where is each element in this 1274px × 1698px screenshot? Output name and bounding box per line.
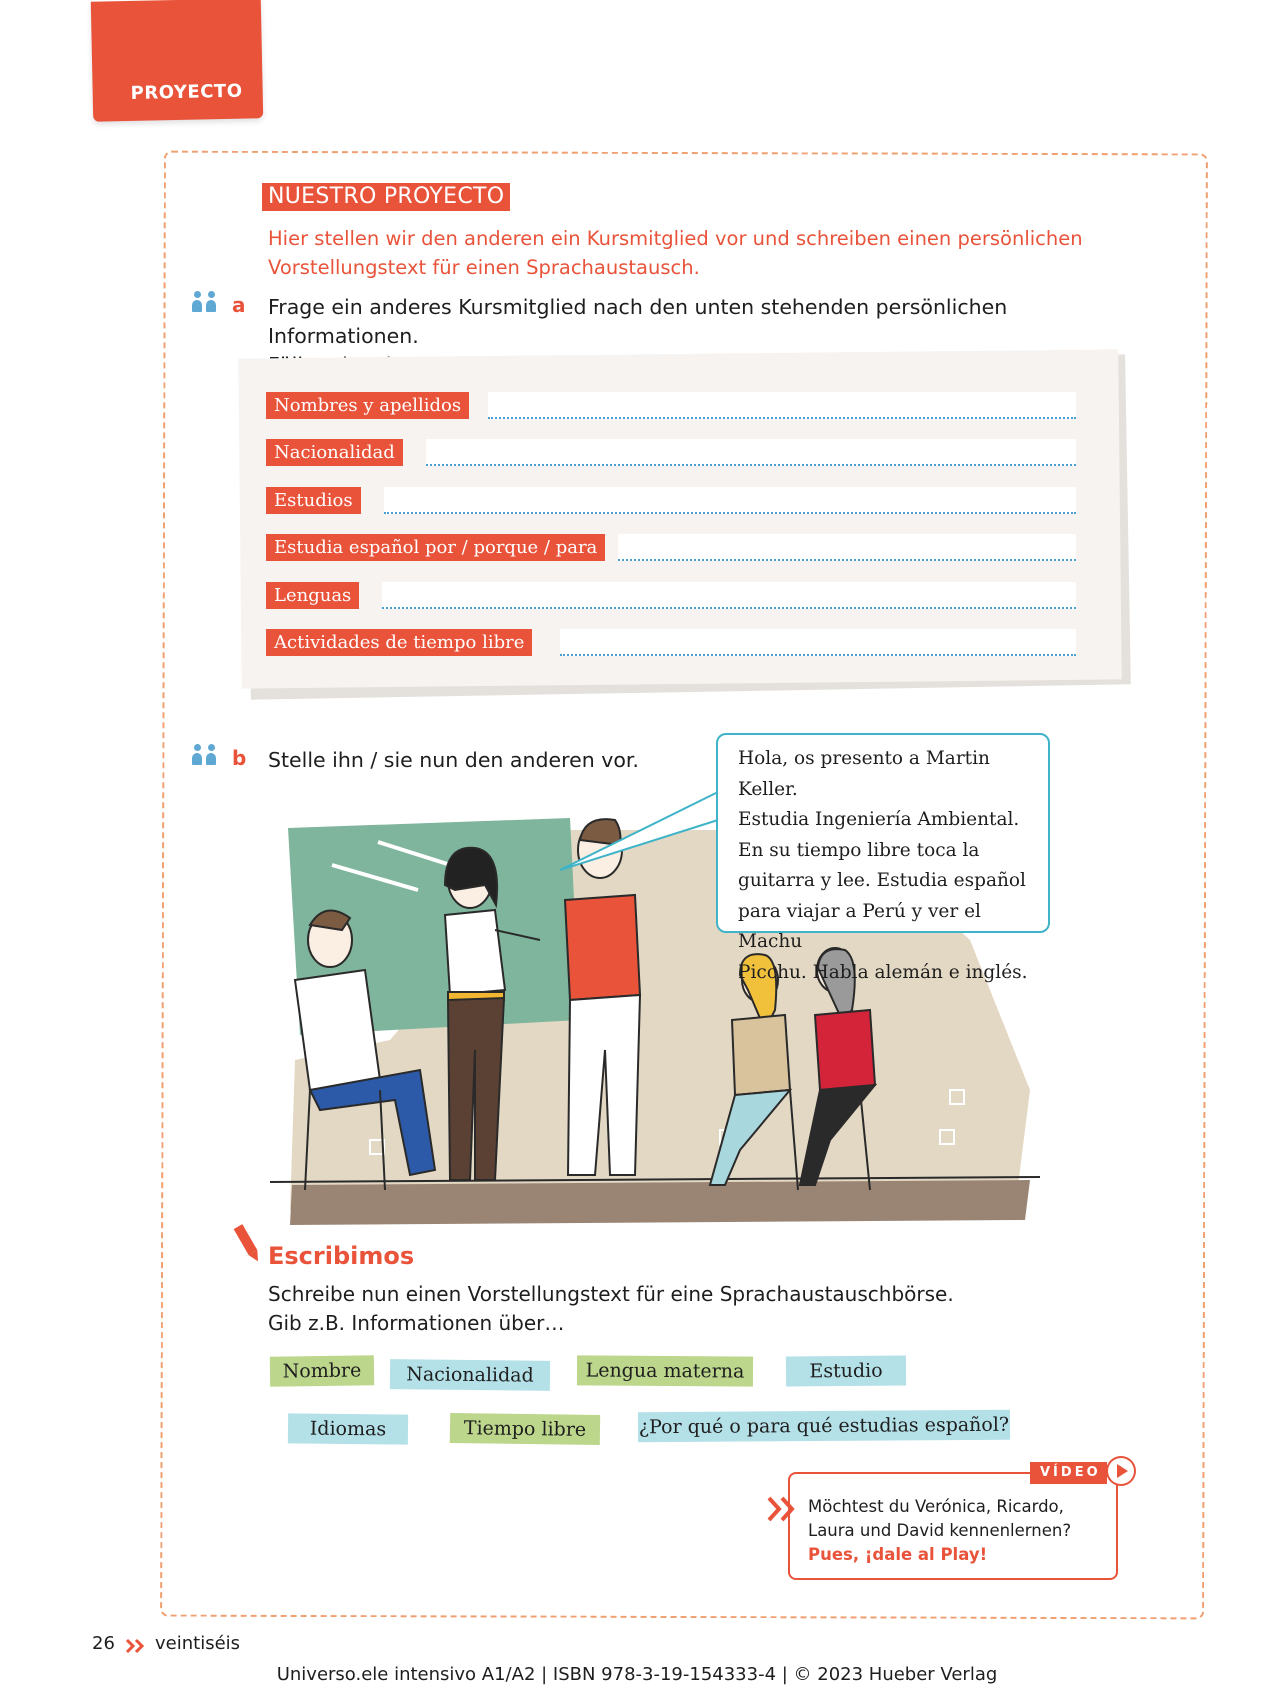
speech-bubble-pointer [560, 790, 730, 880]
section-tab-label: PROYECTO [130, 80, 243, 104]
speech-bubble [716, 733, 1050, 983]
tag-nombre: Nombre [270, 1355, 374, 1386]
form-label: Estudios [266, 487, 361, 514]
form-row-estudia-espanol[interactable] [266, 534, 1076, 562]
form-field-line[interactable] [560, 629, 1076, 656]
pair-work-icon [192, 290, 220, 312]
play-icon[interactable] [1106, 1456, 1136, 1486]
project-intro [268, 224, 1118, 282]
footer-credit: Universo.ele intensivo A1/A2 | ISBN 978-3-19-154333-4 | © 2023 Hueber Verlag [276, 1664, 998, 1685]
video-label: VÍDEO [1030, 1462, 1107, 1484]
form-row-lenguas[interactable] [266, 582, 1076, 610]
video-text-line-1: Möchtest du Verónica, Ricardo, [808, 1497, 1064, 1516]
writing-line-2: Gib z.B. Informationen über… [268, 1311, 565, 1335]
writing-instructions [268, 1280, 1068, 1338]
page-number: 26 [92, 1633, 115, 1654]
project-intro-line-1: Hier stellen wir den anderen ein Kursmitglied vor und schreiben einen persönlichen [268, 227, 1083, 250]
form-field-line[interactable] [618, 534, 1076, 561]
tag-lengua-materna: Lengua materna [577, 1355, 753, 1386]
form-row-nacionalidad[interactable] [266, 439, 1076, 467]
page-number-word: veintiséis [155, 1633, 241, 1654]
project-title: NUESTRO PROYECTO [262, 183, 510, 211]
speech-bubble-text: Hola, os presento a Martin Keller. Estudia Ingeniería Ambiental. En su tiempo libre toca la guitarra y lee. Estudia español para viajar a Perú y ver el Machu Picchu. Habla alemán e inglés. [738, 748, 1028, 983]
form-field-line[interactable] [426, 439, 1076, 466]
form-field-line[interactable] [384, 487, 1076, 514]
tag-por-que-estudias: ¿Por qué o para qué estudias español? [638, 1410, 1010, 1443]
exercise-a-letter: a [232, 293, 246, 317]
form-label: Nacionalidad [266, 439, 403, 466]
form-field-line[interactable] [382, 582, 1076, 609]
project-intro-line-2: Vorstellungstext für einen Sprachaustausch. [268, 256, 700, 279]
form-label: Lenguas [266, 582, 359, 609]
double-chevron-icon [125, 1638, 147, 1654]
writing-line-1: Schreibe nun einen Vorstellungstext für eine Sprachaustauschbörse. [268, 1282, 954, 1306]
tag-estudio: Estudio [786, 1355, 906, 1386]
double-chevron-icon [766, 1494, 800, 1524]
form-label: Nombres y apellidos [266, 392, 469, 419]
video-text-line-2: Laura und David kennenlernen? [808, 1521, 1072, 1540]
section-tab [91, 0, 263, 122]
writing-title: Escribimos [268, 1242, 415, 1270]
form-label: Estudia español por / porque / para [266, 534, 605, 561]
form-row-estudios[interactable] [266, 487, 1076, 515]
tag-tiempo-libre: Tiempo libre [450, 1413, 600, 1445]
tag-idiomas: Idiomas [288, 1413, 408, 1444]
tag-nacionalidad: Nacionalidad [390, 1359, 550, 1391]
pair-work-icon [192, 743, 220, 765]
form-field-line[interactable] [488, 392, 1076, 419]
video-text [808, 1495, 1108, 1567]
form-label: Actividades de tiempo libre [266, 629, 532, 656]
form-row-nombres[interactable] [266, 392, 1076, 420]
exercise-b-letter: b [232, 746, 247, 770]
video-cta-link[interactable]: Pues, ¡dale al Play! [808, 1545, 988, 1564]
form-row-actividades[interactable] [266, 629, 1076, 657]
exercise-b-instructions: Stelle ihn / sie nun den anderen vor. [268, 748, 639, 772]
exercise-a-line-1: Frage ein anderes Kursmitglied nach den unten stehenden persönlichen Informationen. [268, 295, 1008, 348]
pencil-icon [232, 1222, 264, 1266]
